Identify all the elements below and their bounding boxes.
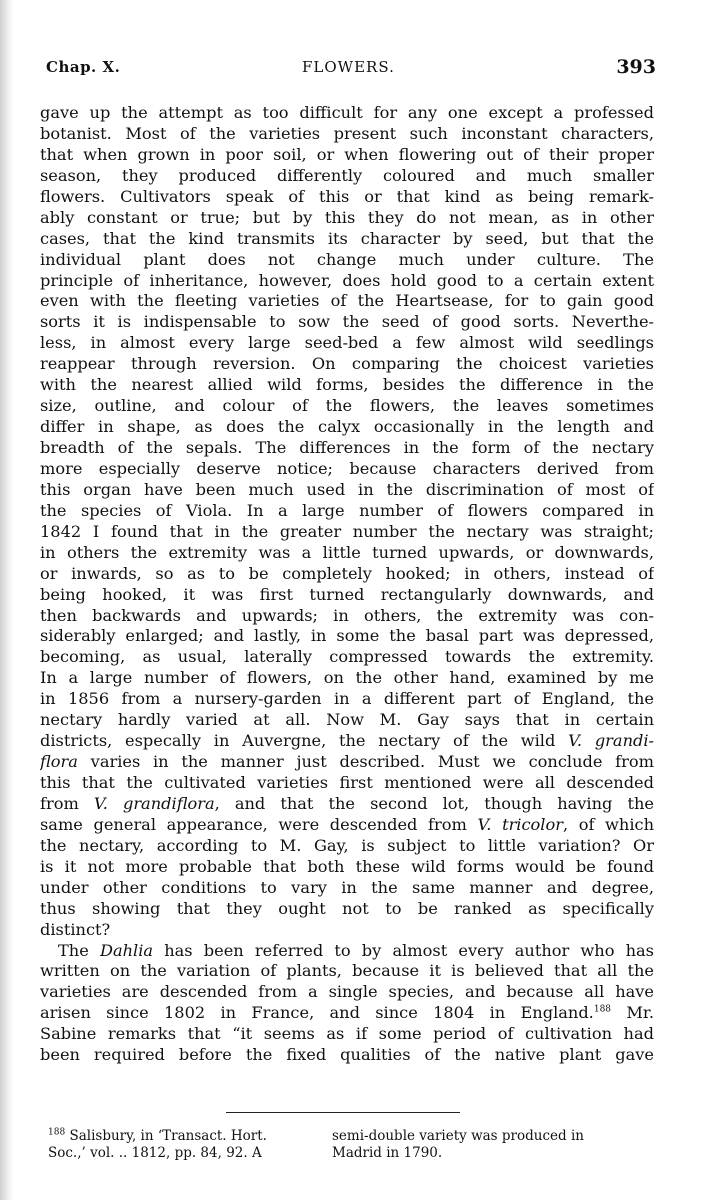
footnote-left-column: [48, 1128, 320, 1162]
text-line: under other conditions to vary in the same manner and degree,: [40, 877, 654, 897]
text-line: this that the cultivated varieties first mentioned were all descended: [40, 773, 654, 792]
text-line: then backwards and upwards; in others, the extremity was con-: [40, 605, 654, 625]
text-line: even with the fleeting varieties of the Heartsease, for to gain good: [40, 291, 654, 311]
text-line: been required before the fixed qualities of the native plant gave: [40, 1045, 654, 1065]
text-line: 1842 I found that in the greater number the nectary was straight;: [40, 521, 654, 541]
text-line: differ in shape, as does the calyx occasionally in the length and: [40, 417, 654, 437]
text-line: individual plant does not change much under culture. The: [40, 249, 654, 269]
text-line: written on the variation of plants, because it is believed that all the: [40, 961, 654, 981]
text-line: size, outline, and colour of the flowers, the leaves sometimes: [40, 396, 654, 416]
text-line: with the nearest allied wild forms, besides the difference in the: [40, 375, 654, 395]
text-line: ably constant or true; but by this they do not mean, as in other: [40, 207, 654, 227]
text-line: from V. grandiflora, and that the second lot, though having the: [40, 793, 654, 813]
text-line: principle of inheritance, however, does hold good to a certain extent: [40, 270, 654, 290]
text-line: flowers. Cultivators speak of this or that kind as being remark-: [40, 186, 654, 206]
footnote-line: Madrid in 1790.: [332, 1145, 443, 1161]
text-line: same general appearance, were descended from V. tricolor, of which: [40, 814, 654, 834]
text-line: reappear through reversion. On comparing the choicest varieties: [40, 354, 654, 374]
text-line: becoming, as usual, laterally compressed towards the extremity.: [40, 647, 654, 667]
text-line: being hooked, it was first turned rectangularly downwards, and: [40, 584, 654, 604]
text-line: sorts it is indispensable to sow the seed of good sorts. Neverthe-: [40, 312, 654, 332]
text-line: botanist. Most of the varieties present such inconstant characters,: [40, 123, 654, 143]
text-line: this organ have been much used in the discrimination of most of: [40, 479, 654, 499]
text-line: districts, especally in Auvergne, the nectary of the wild V. grandi-: [40, 731, 654, 751]
running-header: [46, 56, 656, 88]
text-line: is it not more probable that both these wild forms would be found: [40, 856, 654, 876]
footnote-right-column: [332, 1128, 654, 1162]
text-line: distinct?: [40, 919, 111, 939]
footnote-divider: [226, 1112, 460, 1113]
text-line: Sabine remarks that “it seems as if some period of cultivation had: [40, 1024, 654, 1044]
text-line: breadth of the sepals. The differences in the form of the nectary: [40, 438, 654, 457]
text-line: the species of Viola. In a large number of flowers compared in: [40, 500, 654, 520]
text-line: that when grown in poor soil, or when flowering out of their proper: [40, 144, 654, 164]
text-line: The Dahlia has been referred to by almost every author who has: [58, 940, 654, 960]
text-line: in others the extremity was a little turned upwards, or downwards,: [40, 542, 654, 562]
footnote-line: semi-double variety was produced in: [332, 1128, 584, 1144]
text-line: In a large number of flowers, on the other hand, examined by me: [40, 668, 654, 688]
footnote-number: 188: [48, 1127, 66, 1138]
chapter-label: Chap. X.: [46, 58, 121, 76]
page-gutter-shadow: [0, 0, 14, 1200]
text-line: less, in almost every large seed-bed a few almost wild seedlings: [40, 333, 654, 353]
text-line: gave up the attempt as too difficult for any one except a professed: [40, 103, 654, 122]
footnote-line: Soc.,’ vol. .. 1812, pp. 84, 92. A: [48, 1145, 262, 1161]
text-line: nectary hardly varied at all. Now M. Gay says that in certain: [40, 710, 654, 730]
footnote-line: $^{188}$ Salisbury, in ‘Transact. Hort.: [48, 1127, 267, 1144]
page-number: 393: [616, 56, 656, 78]
text-line: arisen since 1802 in France, and since 1804 in England.$^{188}$ Mr.: [40, 1003, 654, 1023]
text-line: flora varies in the manner just described. Must we conclude from: [40, 752, 654, 772]
text-line: varieties are descended from a single species, and because all have: [40, 982, 654, 1002]
text-line: more especially deserve notice; because characters derived from: [40, 458, 654, 478]
text-line: in 1856 from a nursery-garden in a different part of England, the: [40, 689, 654, 709]
body-text: [40, 103, 654, 1066]
text-line: siderably enlarged; and lastly, in some the basal part was depressed,: [40, 626, 654, 646]
text-line: or inwards, so as to be completely hooked; in others, instead of: [40, 563, 654, 583]
text-line: thus showing that they ought not to be ranked as specifically: [40, 898, 654, 918]
text-line: cases, that the kind transmits its character by seed, but that the: [40, 228, 654, 248]
text-line: season, they produced differently coloured and much smaller: [40, 165, 654, 185]
text-line: the nectary, according to M. Gay, is subject to little variation? Or: [40, 835, 654, 855]
running-title: FLOWERS.: [302, 58, 395, 76]
